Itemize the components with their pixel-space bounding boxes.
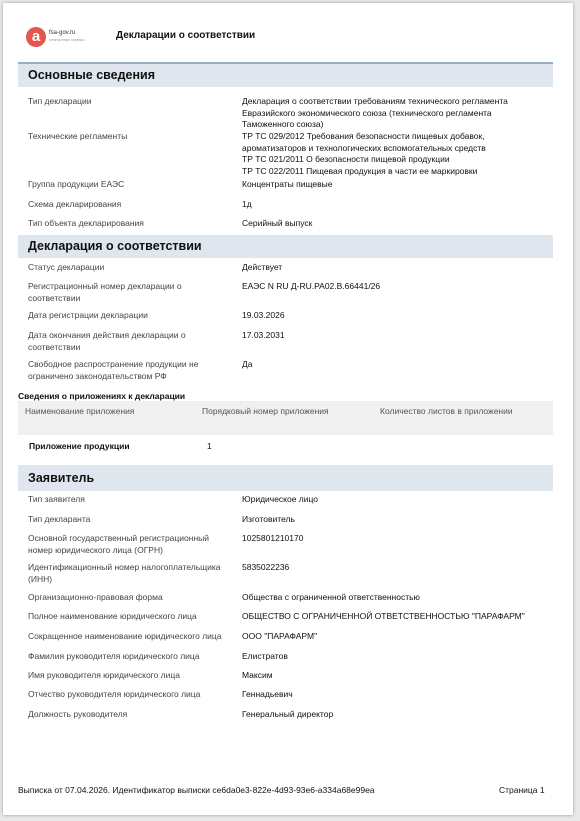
object-type-label: Тип объекта декларирования [28, 218, 144, 228]
status-label: Статус декларации [28, 262, 105, 272]
head-surname-value: Елистратов [242, 651, 288, 661]
head-firstname-label: Имя руководителя юридического лица [28, 670, 180, 680]
ogrn-value: 1025801210170 [242, 533, 304, 543]
extract-info: Выписка от 07.04.2026. Идентификатор выписки ce6da0e3-822e-4d93-93e6-a334a68e99ea [18, 785, 375, 795]
legal-form-value: Общества с ограниченной ответственностью [242, 592, 420, 602]
scheme-value: 1д [242, 199, 252, 209]
head-surname-label: Фамилия руководителя юридического лица [28, 651, 200, 661]
ogrn-label: Основной государственный регистрационный номер юридического лица (ОГРН) [28, 533, 209, 555]
decl-type-value: Декларация о соответствии требованиям технического регламента Евразийского экономического союза (технического регламента Таможенного союза) [242, 96, 508, 129]
reg-number-value: ЕАЭС N RU Д-RU.PA02.B.66441/26 [242, 281, 381, 291]
reg-number-label: Регистрационный номер декларации о соответствии [28, 281, 182, 303]
product-group-label: Группа продукции ЕАЭС [28, 179, 125, 189]
full-name-value: ОБЩЕСТВО С ОГРАНИЧЕННОЙ ОТВЕТСТВЕННОСТЬЮ "ПАРАФАРМ" [242, 611, 525, 621]
product-group-value: Концентраты пищевые [242, 179, 333, 189]
end-date-label: Дата окончания действия декларации о соответствии [28, 330, 186, 352]
head-position-label: Должность руководителя [28, 709, 128, 719]
inn-value: 5835022236 [242, 562, 290, 572]
scheme-label: Схема декларирования [28, 199, 122, 209]
reg-date-label: Дата регистрации декларации [28, 310, 148, 320]
applicant-type-label: Тип заявителя [28, 494, 85, 504]
head-position-value: Генеральный директор [242, 709, 334, 719]
declarant-type-label: Тип декларанта [28, 514, 91, 524]
head-patronymic-value: Геннадьевич [242, 689, 293, 699]
attachment-order: 1 [207, 441, 212, 451]
logo-site-name: fsa-gov.ru [49, 30, 76, 36]
short-name-value: ООО "ПАРАФАРМ" [242, 631, 318, 641]
page-number: Страница 1 [499, 785, 545, 795]
attachments-heading: Сведения о приложениях к декларации [18, 391, 186, 401]
section-applicant: Заявитель [18, 465, 553, 491]
decl-type-label: Тип декларации [28, 96, 92, 106]
attachments-col-order: Порядковый номер приложения [202, 406, 329, 416]
legal-form-label: Организационно-правовая форма [28, 592, 163, 602]
head-patronymic-label: Отчество руководителя юридического лица [28, 689, 201, 699]
logo-mark-icon: a [26, 27, 46, 47]
applicant-type-value: Юридическое лицо [242, 494, 319, 504]
tech-regs-label: Технические регламенты [28, 131, 128, 141]
attachment-name: Приложение продукции [29, 441, 130, 451]
section-basic-info: Основные сведения [18, 62, 553, 87]
inn-label: Идентификационный номер налогоплательщика (ИНН) [28, 562, 221, 584]
section-declaration: Декларация о соответствии [18, 235, 553, 258]
short-name-label: Сокращенное наименование юридического лица [28, 631, 222, 641]
end-date-value: 17.03.2031 [242, 330, 285, 340]
attachments-col-name: Наименование приложения [25, 406, 135, 416]
free-distribution-value: Да [242, 359, 253, 369]
status-value: Действует [242, 262, 283, 272]
attachments-col-sheets: Количество листов в приложении [380, 406, 513, 416]
declarant-type-value: Изготовитель [242, 514, 295, 524]
tech-regs-value: ТР ТС 029/2012 Требования безопасности пищевых добавок, ароматизаторов и технологических вспомогательных средств ТР ТС 021/2011 О безопасности пищевой продукции ТР ТС 022/2011 Пищевая продукция в части ее маркировки [242, 131, 486, 176]
site-logo[interactable] [26, 27, 96, 51]
reg-date-value: 19.03.2026 [242, 310, 285, 320]
logo-tagline: электронные сервисы [49, 38, 85, 42]
free-distribution-label: Свободное распространение продукции не ограничено законодательством РФ [28, 359, 199, 381]
head-firstname-value: Максим [242, 670, 273, 680]
full-name-label: Полное наименование юридического лица [28, 611, 197, 621]
attachments-table-header [18, 401, 553, 435]
object-type-value: Серийный выпуск [242, 218, 313, 228]
document-title: Декларации о соответствии [116, 30, 256, 41]
